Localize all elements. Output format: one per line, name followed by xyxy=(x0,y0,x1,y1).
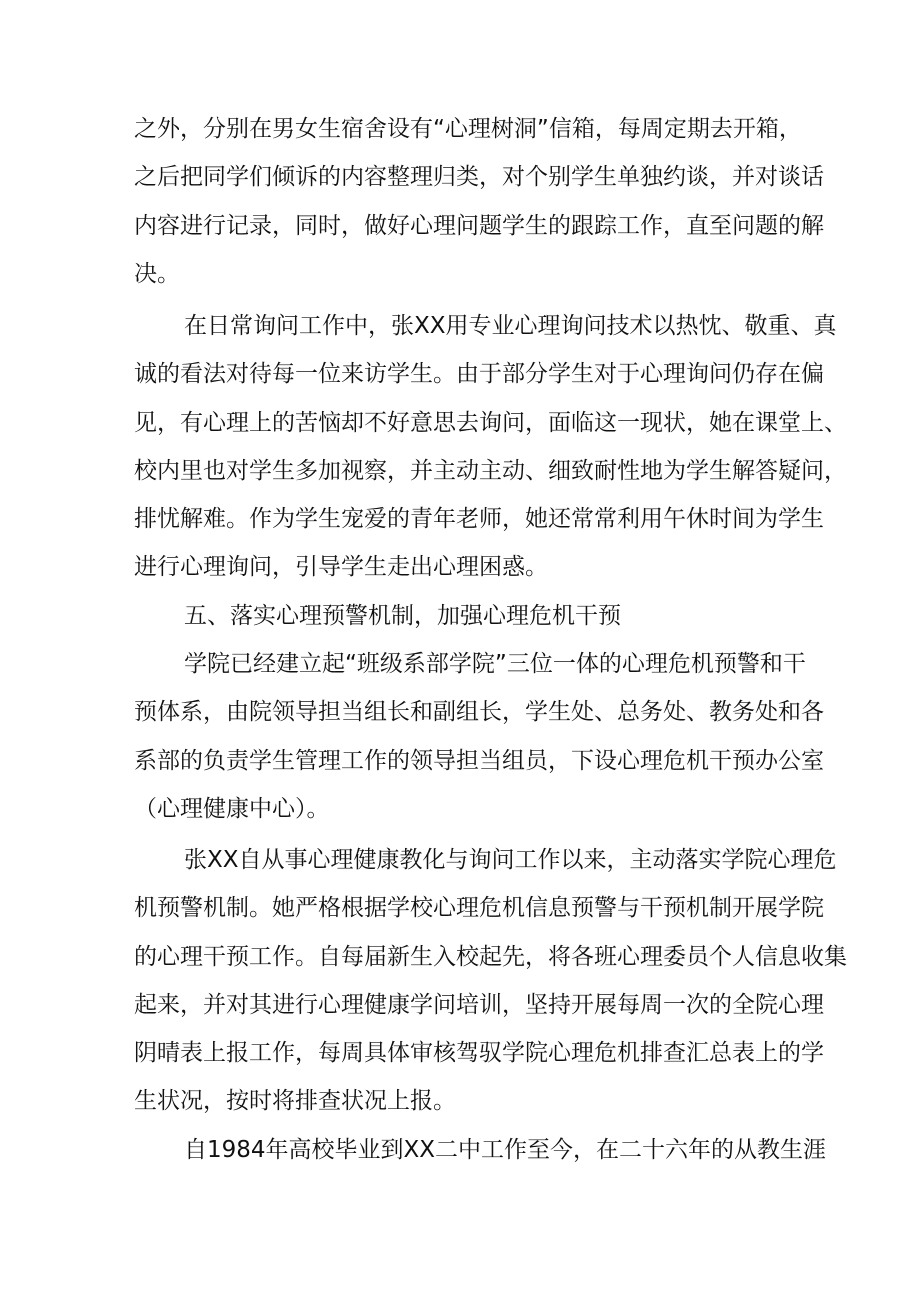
paragraph xyxy=(134,302,847,592)
text-line: 在日常询问工作中，张XX用专业心理询问技术以热忱、敬重、真 xyxy=(184,313,837,339)
paragraph xyxy=(134,1126,827,1174)
text-line: 阴晴表上报工作，每周具体审核驾驭学院心理危机排查汇总表上的学 xyxy=(134,1040,824,1067)
section-heading: 五、落实心理预警机制，加强心理危机干预 xyxy=(184,603,621,629)
paragraph xyxy=(134,105,824,298)
text-line: 机预警机制。她严格根据学校心理危机信息预警与干预机制开展学院 xyxy=(134,895,824,922)
text-line: 诚的看法对待每一位来访学生。由于部分学生对于心理询问仍存在偏 xyxy=(134,361,824,388)
text-line: （心理健康中心）。 xyxy=(134,795,330,822)
text-line: 见，有心理上的苦恼却不好意思去询问，面临这一现状，她在课堂上、 xyxy=(134,409,847,436)
text-line: 校内里也对学生多加视察，并主动主动、细致耐性地为学生解答疑问， xyxy=(134,457,847,484)
text-line: 预体系，由院领导担当组长和副组长，学生处、总务处、教务处和各 xyxy=(134,699,824,726)
text-line: 内容进行记录，同时，做好心理问题学生的跟踪工作，直至问题的解 xyxy=(134,212,824,239)
text-line: 张XX自从事心理健康教化与询问工作以来，主动落实学院心理危 xyxy=(184,847,837,873)
text-line: 之后把同学们倾诉的内容整理归类，对个别学生单独约谈，并对谈话 xyxy=(134,164,824,191)
text-line: 决。 xyxy=(134,260,180,287)
text-line: 学院已经建立起“班级系部学院”三位一体的心理危机预警和干 xyxy=(184,651,806,677)
text-line: 系部的负责学生管理工作的领导担当组员，下设心理危机干预办公室 xyxy=(134,747,824,774)
text-line: 排忧解难。作为学生宠爱的青年老师，她还常常利用午休时间为学生 xyxy=(134,506,824,533)
text-line: 的心理干预工作。自每届新生入校起先，将各班心理委员个人信息收集 xyxy=(134,943,847,970)
paragraph xyxy=(134,836,847,1126)
text-line: 进行心理询问，引导学生走出心理困惑。 xyxy=(134,554,548,581)
text-line: 生状况，按时将排查状况上报。 xyxy=(134,1088,456,1115)
text-line: 之外，分别在男女生宿舍设有“心理树洞”信箱，每周定期去开箱， xyxy=(134,116,802,142)
text-line: 起来，并对其进行心理健康学问培训，坚持开展每周一次的全院心理 xyxy=(134,991,824,1018)
paragraph xyxy=(134,640,824,833)
text-line: 自1984年高校毕业到XX二中工作至今，在二十六年的从教生涯 xyxy=(184,1137,827,1163)
